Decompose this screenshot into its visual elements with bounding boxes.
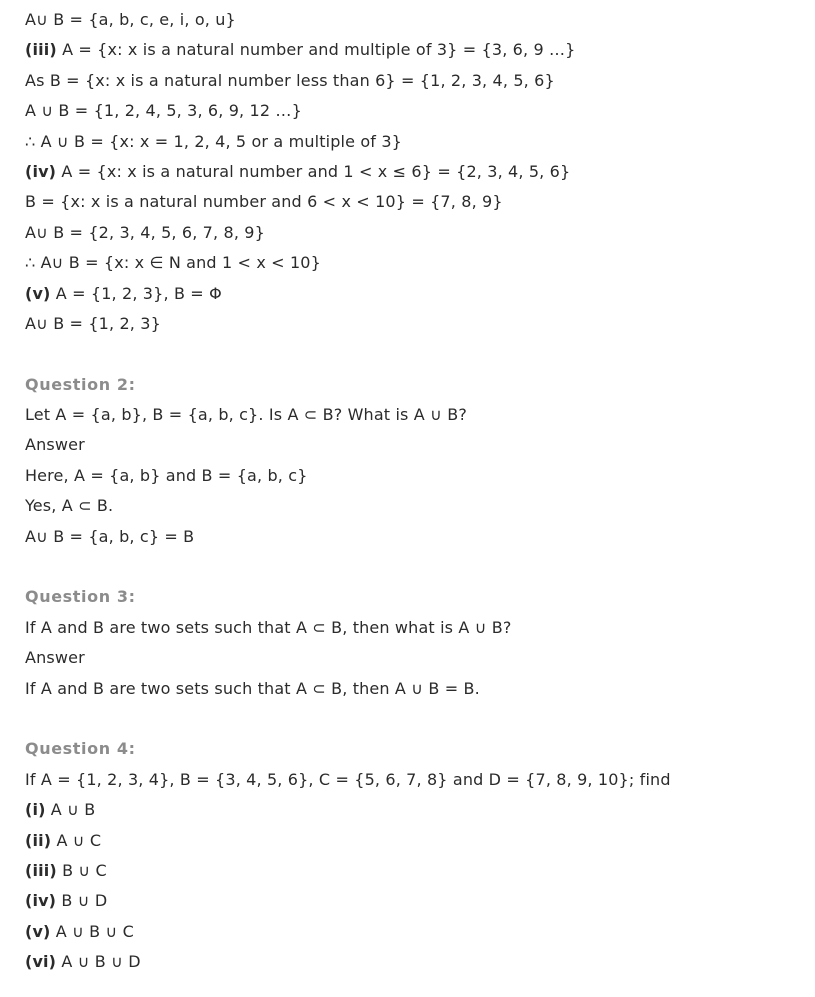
part-label: (iii) bbox=[25, 860, 57, 880]
line-3: As B = {x: x is a natural number less than 6} = {1, 2, 3, 4, 5, 6} bbox=[25, 70, 555, 90]
answer-line: Yes, A ⊂ B. bbox=[25, 496, 114, 516]
question-heading: Question 4: bbox=[25, 739, 136, 759]
spacer bbox=[25, 552, 805, 582]
question-heading: Question 2: bbox=[25, 374, 136, 394]
subpart-line: (i) A ∪ B bbox=[25, 800, 96, 820]
part-label: (v) bbox=[25, 921, 51, 941]
subpart-line: (iv) B ∪ D bbox=[25, 891, 108, 911]
part-label: (iv) bbox=[25, 161, 57, 181]
line-11: A∪ B = {1, 2, 3} bbox=[25, 313, 161, 333]
line-8: A∪ B = {2, 3, 4, 5, 6, 7, 8, 9} bbox=[25, 222, 265, 242]
line-1: A∪ B = {a, b, c, e, i, o, u} bbox=[25, 10, 236, 29]
line-5: ∴ A ∪ B = {x: x = 1, 2, 4, 5 or a multiple of 3} bbox=[25, 131, 402, 151]
question-text: If A and B are two sets such that A ⊂ B, then what is A ∪ B? bbox=[25, 617, 512, 637]
subpart-line: (iii) B ∪ C bbox=[25, 860, 107, 880]
question-heading: Question 3: bbox=[25, 587, 136, 607]
line-10: (v) A = {1, 2, 3}, B = Φ bbox=[25, 283, 222, 303]
document-page bbox=[25, 5, 805, 978]
part-label: (ii) bbox=[25, 830, 52, 850]
part-label: (i) bbox=[25, 800, 46, 820]
answer-line: A∪ B = {a, b, c} = B bbox=[25, 526, 195, 546]
subpart-line: (ii) A ∪ C bbox=[25, 830, 102, 850]
subpart-line: (v) A ∪ B ∪ C bbox=[25, 921, 134, 941]
part-label: (iv) bbox=[25, 891, 57, 911]
part-label: (v) bbox=[25, 283, 51, 303]
line-4: A ∪ B = {1, 2, 4, 5, 3, 6, 9, 12 …} bbox=[25, 101, 302, 121]
question-text: If A = {1, 2, 3, 4}, B = {3, 4, 5, 6}, C = {5, 6, 7, 8} and D = {7, 8, 9, 10}; find bbox=[25, 769, 671, 789]
line-9: ∴ A∪ B = {x: x ∈ N and 1 < x < 10} bbox=[25, 253, 321, 273]
part-label: (vi) bbox=[25, 952, 57, 972]
answer-line: Here, A = {a, b} and B = {a, b, c} bbox=[25, 465, 308, 485]
part-label: (iii) bbox=[25, 40, 57, 60]
answer-label: Answer bbox=[25, 435, 85, 455]
subpart-line: (vi) A ∪ B ∪ D bbox=[25, 952, 141, 972]
line-2: (iii) A = {x: x is a natural number and multiple of 3} = {3, 6, 9 …} bbox=[25, 40, 576, 60]
answer-line: If A and B are two sets such that A ⊂ B, then A ∪ B = B. bbox=[25, 678, 480, 698]
line-7: B = {x: x is a natural number and 6 < x < 10} = {7, 8, 9} bbox=[25, 192, 503, 212]
spacer bbox=[25, 339, 805, 369]
line-6: (iv) A = {x: x is a natural number and 1 < x ≤ 6} = {2, 3, 4, 5, 6} bbox=[25, 161, 571, 181]
answer-label: Answer bbox=[25, 648, 85, 668]
question-text: Let A = {a, b}, B = {a, b, c}. Is A ⊂ B? What is A ∪ B? bbox=[25, 405, 467, 425]
spacer bbox=[25, 704, 805, 734]
